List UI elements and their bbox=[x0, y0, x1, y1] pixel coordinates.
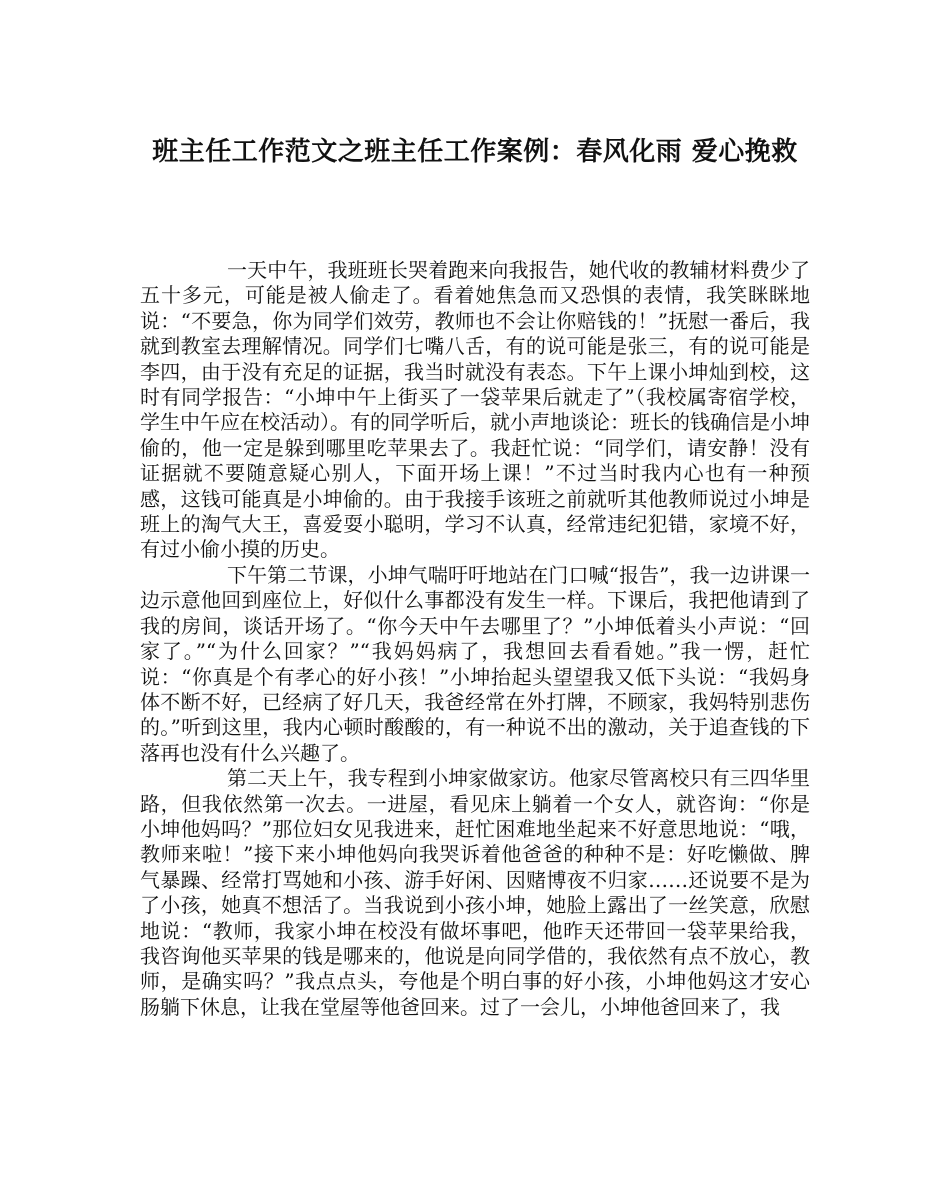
paragraph-1: 一天中午，我班班长哭着跑来向我报告，她代收的教辅材料费少了五十多元，可能是被人偷走了。看着她焦急而又恐惧的表情，我笑眯眯地说：“不要急，你为同学们效劳，教师也不会让你赔钱的！”抚慰一番后，我就到教室去理解情况。同学们七嘴八舌，有的说可能是张三，有的说可能是李四，由于没有充足的证据，我当时就没有表态。下午上课小坤灿到校，这时有同学报告：“小坤中午上街买了一袋苹果后就走了”（我校属寄宿学校，学生中午应在校活动）。有的同学听后，就小声地谈论：班长的钱确信是小坤偷的，他一定是躲到哪里吃苹果去了。我赶忙说：“同学们，请安静！没有证据就不要随意疑心别人，下面开场上课！”不过当时我内心也有一种预感，这钱可能真是小坤偷的。由于我接手该班之前就听其他教师说过小坤是班上的淘气大王，喜爱耍小聪明，学习不认真，经常违纪犯错，家境不好，有过小偷小摸的历史。 bbox=[140, 258, 810, 562]
document-body bbox=[140, 258, 810, 1020]
document-title: 班主任工作范文之班主任工作案例：春风化雨 爱心挽救 bbox=[152, 137, 798, 167]
paragraph-3: 第二天上午，我专程到小坤家做家访。他家尽管离校只有三四华里路，但我依然第一次去。一进屋，看见床上躺着一个女人，就咨询：“你是小坤他妈吗？”那位妇女见我进来，赶忙困难地坐起来不好意思地说：“哦，教师来啦！”接下来小坤他妈向我哭诉着他爸爸的种种不是：好吃懒做、脾气暴躁、经常打骂她和小孩、游手好闲、因赌博夜不归家……还说要不是为了小孩，她真不想活了。当我说到小孩小坤，她脸上露出了一丝笑意，欣慰地说：“教师，我家小坤在校没有做坏事吧，他昨天还带回一袋苹果给我，我咨询他买苹果的钱是哪来的，他说是向同学借的，我依然有点不放心，教师，是确实吗？”我点点头，夸他是个明白事的好小孩，小坤他妈这才安心肠躺下休息，让我在堂屋等他爸回来。过了一会儿，小坤他爸回来了，我 bbox=[140, 766, 810, 1019]
paragraph-2: 下午第二节课，小坤气喘吁吁地站在门口喊“报告”，我一边讲课一边示意他回到座位上，好似什么事都没有发生一样。下课后，我把他请到了我的房间，谈话开场了。“你今天中午去哪里了？”小坤低着头小声说：“回家了。”“为什么回家？”“我妈妈病了，我想回去看看她。”我一愣，赶忙说：“你真是个有孝心的好小孩！”小坤抬起头望望我又低下头说：“我妈身体不断不好，已经病了好几天，我爸经常在外打牌，不顾家，我妈特别悲伤的。”听到这里，我内心顿时酸酸的，有一种说不出的激动，关于追查钱的下落再也没有什么兴趣了。 bbox=[140, 562, 810, 765]
